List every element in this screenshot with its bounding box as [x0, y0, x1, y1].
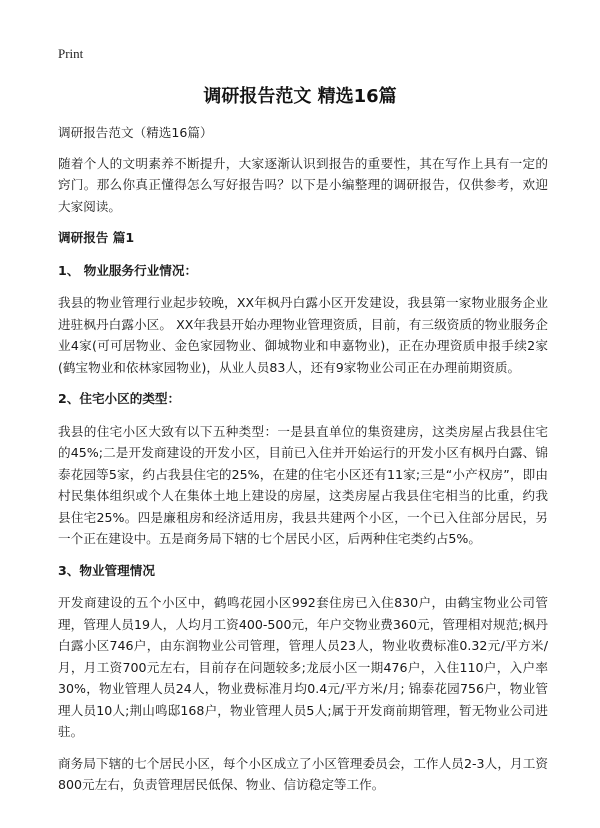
section-paragraph: 开发商建设的五个小区中，鹤鸣花园小区992套住房已入住830户，由鹤宝物业公司管理，管理人员19人，人均月工资400-500元，年户交物业费360元，管理相对规范;枫丹白露小区746户，由东润物业公司管理，管理人员23人，物业收费标准0.32元/平方米/月，月工资700元左右，目前存在问题较多;龙辰小区一期476户，入住110户，入户率30%，物业管理人员24人，物业费标准月均0.4元/平方米/月; 锦泰花园756户，物业管理人员10人;荆山鸣邸168户，物业管理人员5人;属于开发商前期管理，暂无物业公司进驻。	[58, 595, 548, 739]
article-heading: 调研报告 篇1	[58, 230, 135, 245]
section-heading: 1、 物业服务行业情况：	[58, 262, 198, 278]
section-residential-types	[58, 388, 548, 550]
page-title: 调研报告范文 精选16篇	[203, 86, 397, 107]
document-body	[58, 122, 548, 806]
section-heading: 2、住宅小区的类型：	[58, 391, 181, 406]
intro-paragraph: 随着个人的文明素养不断提升，大家逐渐认识到报告的重要性，其在写作上具有一定的窍门。那么你真正懂得怎么写好报告吗？以下是小编整理的调研报告，仅供参考，欢迎大家阅读。	[58, 155, 548, 214]
section-property-industry	[58, 260, 548, 379]
print-label[interactable]: Print	[58, 46, 84, 61]
section-paragraph: 我县的住宅小区大致有以下五种类型：一是县直单位的集资建房，这类房屋占我县住宅的45%;二是开发商建设的开发小区，目前已入住并开始运行的开发小区有枫丹白露、锦泰花园等5家，约占我县住宅的25%，在建的住宅小区还有11家;三是“小产权房”，即由村民集体组织或个人在集体土地上建设的房屋，这类房屋占我县住宅相当的比重，约我县住宅25%。四是廉租房和经济适用房，我县共建两个小区，一个已入住部分居民，另一个正在建设中。五是商务局下辖的七个居民小区，后两种住宅类约占5%。	[58, 423, 548, 546]
section-property-management	[58, 560, 548, 796]
section-heading: 3、物业管理情况	[58, 562, 155, 578]
document-subtitle: 调研报告范文（精选16篇）	[58, 125, 213, 140]
section-paragraph: 商务局下辖的七个居民小区，每个小区成立了小区管理委员会，工作人员2-3人，月工资800元左右，负责管理居民低保、物业、信访稳定等工作。	[58, 755, 548, 792]
section-paragraph: 我县的物业管理行业起步较晚，XX年枫丹白露小区开发建设，我县第一家物业服务企业进驻枫丹白露小区。 XX年我县开始办理物业管理资质，目前，有三级资质的物业服务企业4家(可可居物业、金色家园物业、御城物业和申嘉物业)，正在办理资质申报手续2家(鹤宝物业和依林家园物业)，从业人员83人，还有9家物业公司正在办理前期资质。	[58, 295, 548, 375]
